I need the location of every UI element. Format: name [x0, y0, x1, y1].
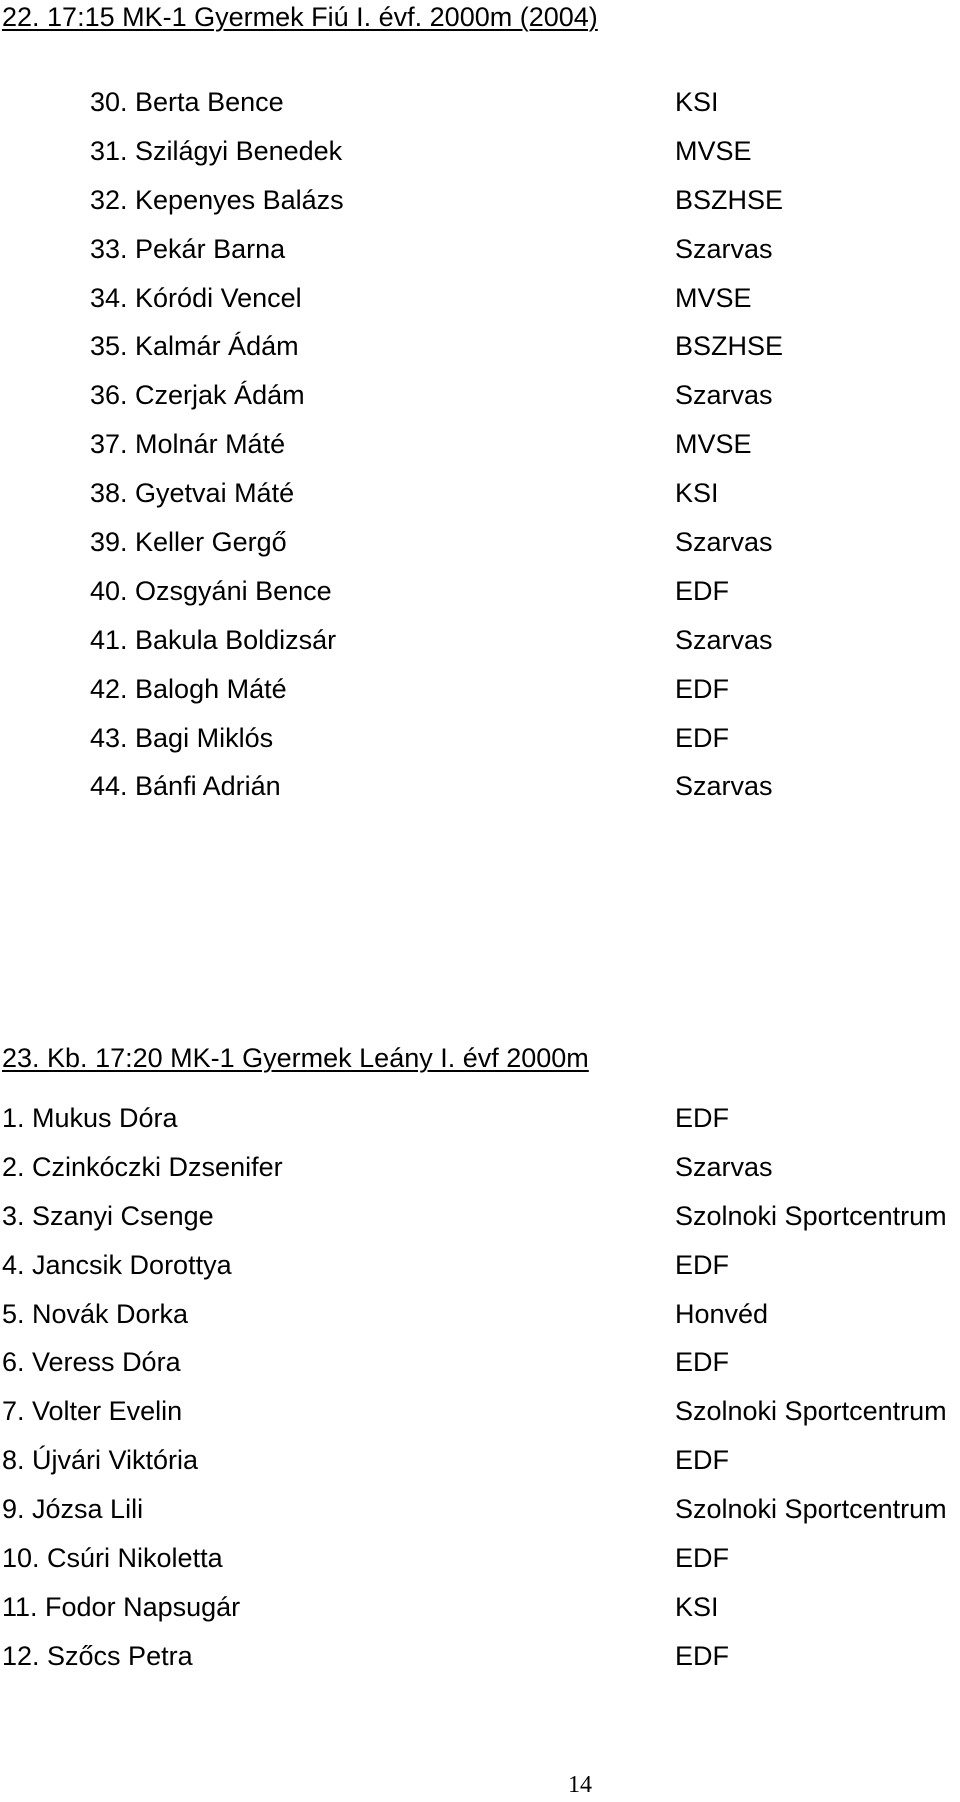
competitor-club: Szarvas [675, 527, 773, 558]
list-item [0, 1583, 960, 1632]
competitor-club: EDF [675, 1103, 729, 1133]
boys-entry-list [0, 78, 960, 811]
competitor-club: KSI [675, 478, 719, 509]
competitor-name: 9. Józsa Lili [2, 1494, 144, 1525]
competitor-club: MVSE [675, 135, 752, 166]
competitor-club: Szolnoki Sportcentrum [675, 1494, 947, 1525]
list-item [0, 127, 960, 176]
list-item [0, 322, 960, 371]
competitor-name: 36. Czerjak Ádám [90, 380, 305, 411]
list-item [0, 1387, 960, 1436]
list-item [0, 371, 960, 420]
competitor-name: 33. Pekár Barna [90, 233, 286, 264]
girls-entry-list [0, 1094, 960, 1681]
competitor-club: BSZHSE [675, 184, 784, 215]
competitor-club: Szolnoki Sportcentrum [675, 1200, 947, 1231]
list-item [0, 714, 960, 763]
competitor-club: EDF [675, 1640, 729, 1671]
competitor-club: EDF [675, 575, 729, 606]
competitor-club: BSZHSE [675, 331, 784, 362]
competitor-club: EDF [675, 1445, 729, 1476]
list-item [0, 1436, 960, 1485]
list-item [0, 225, 960, 274]
competitor-club: EDF [675, 722, 729, 753]
list-item [0, 1485, 960, 1534]
competitor-club: EDF [675, 673, 729, 704]
list-item [0, 1534, 960, 1583]
competitor-name: 6. Veress Dóra [2, 1347, 181, 1378]
competitor-club: KSI [675, 87, 719, 117]
competitor-name: 39. Keller Gergő [90, 527, 287, 558]
list-item [0, 420, 960, 469]
list-item [0, 1143, 960, 1192]
competitor-club: Szarvas [675, 624, 773, 655]
list-item [0, 567, 960, 616]
competitor-club: Szarvas [675, 233, 773, 264]
competitor-name: 8. Újvári Viktória [2, 1445, 199, 1476]
competitor-name: 37. Molnár Máté [90, 429, 286, 460]
list-item [0, 1290, 960, 1339]
competitor-name: 1. Mukus Dóra [2, 1103, 178, 1133]
competitor-club: MVSE [675, 429, 752, 460]
competitor-name: 44. Bánfi Adrián [90, 771, 281, 802]
list-item [0, 1094, 960, 1143]
competitor-name: 31. Szilágyi Benedek [90, 135, 343, 166]
competitor-name: 2. Czinkóczki Dzsenifer [2, 1151, 283, 1182]
competitor-name: 7. Volter Evelin [2, 1396, 183, 1427]
list-item [0, 1632, 960, 1681]
competitor-name: 35. Kalmár Ádám [90, 331, 299, 362]
competitor-club: EDF [675, 1347, 729, 1378]
competitor-name: 10. Csúri Nikoletta [2, 1543, 223, 1574]
girls-section-title: 23. Kb. 17:20 MK-1 Gyermek Leány I. évf 2000m [2, 1043, 589, 1073]
competitor-club: Honvéd [675, 1298, 769, 1329]
competitor-name: 4. Jancsik Dorottya [2, 1249, 232, 1280]
list-item [0, 78, 960, 127]
list-item [0, 762, 960, 811]
competitor-name: 12. Szőcs Petra [2, 1640, 193, 1671]
list-item [0, 1192, 960, 1241]
competitor-name: 30. Berta Bence [90, 87, 284, 117]
competitor-club: Szarvas [675, 771, 773, 802]
list-item [0, 469, 960, 518]
competitor-name: 3. Szanyi Csenge [2, 1200, 214, 1231]
page-number: 14 [568, 1772, 592, 1798]
competitor-club: MVSE [675, 282, 752, 313]
competitor-name: 5. Novák Dorka [2, 1298, 189, 1329]
competitor-name: 42. Balogh Máté [90, 673, 287, 704]
competitor-name: 41. Bakula Boldizsár [90, 624, 337, 655]
competitor-club: Szarvas [675, 1151, 773, 1182]
competitor-name: 40. Ozsgyáni Bence [90, 575, 332, 606]
competitor-club: KSI [675, 1591, 719, 1622]
competitor-club: EDF [675, 1249, 729, 1280]
competitor-name: 11. Fodor Napsugár [2, 1591, 241, 1622]
list-item [0, 1338, 960, 1387]
list-item [0, 665, 960, 714]
list-item [0, 1241, 960, 1290]
competitor-name: 32. Kepenyes Balázs [90, 184, 344, 215]
competitor-name: 38. Gyetvai Máté [90, 478, 295, 509]
competitor-club: Szarvas [675, 380, 773, 411]
competitor-club: EDF [675, 1543, 729, 1574]
competitor-name: 43. Bagi Miklós [90, 722, 274, 753]
competitor-club: Szolnoki Sportcentrum [675, 1396, 947, 1427]
list-item [0, 518, 960, 567]
boys-section-title: 22. 17:15 MK-1 Gyermek Fiú I. évf. 2000m (2004) [2, 2, 598, 32]
list-item [0, 176, 960, 225]
list-item [0, 616, 960, 665]
list-item [0, 274, 960, 323]
competitor-name: 34. Kóródi Vencel [90, 282, 302, 313]
